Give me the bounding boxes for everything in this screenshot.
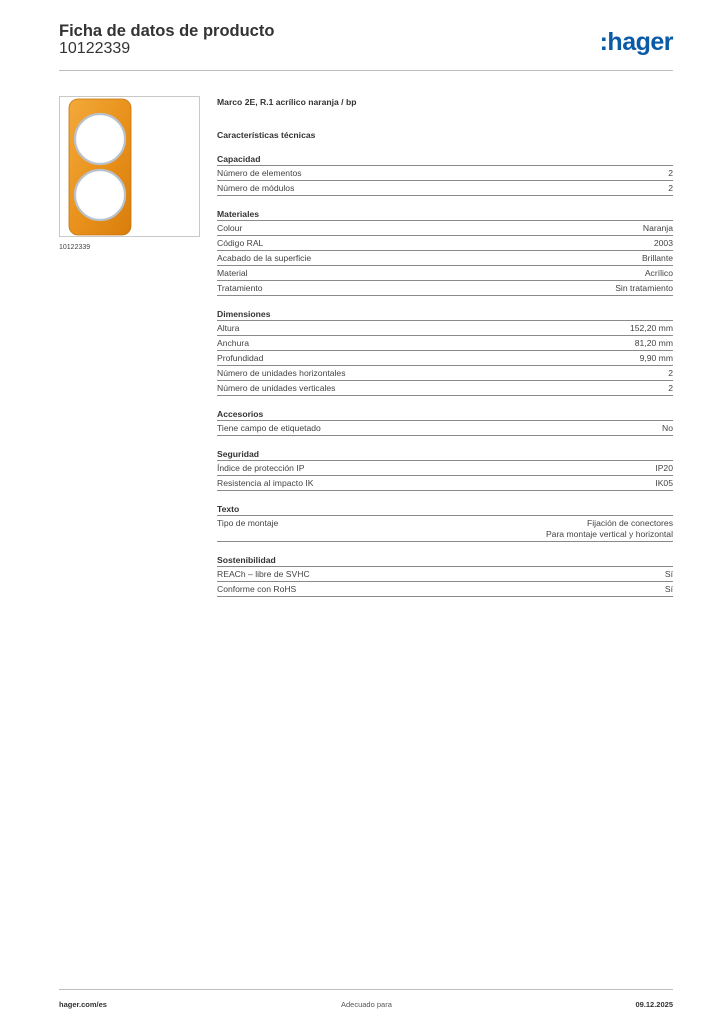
product-image [59, 96, 200, 237]
spec-value-line: 2 [668, 168, 673, 178]
spec-label: Tipo de montaje [217, 518, 279, 528]
footer-suitable-for: Adecuado para [341, 1000, 392, 1009]
image-caption: 10122339 [59, 244, 91, 251]
technical-characteristics-heading: Características técnicas [217, 130, 316, 140]
spec-value [630, 323, 673, 334]
spec-row [217, 235, 673, 250]
spec-value [668, 368, 673, 379]
section-title: Texto [217, 504, 240, 514]
spec-sections [217, 153, 673, 597]
spec-row [217, 460, 673, 475]
spec-label: Número de módulos [217, 183, 295, 193]
spec-value [668, 168, 673, 179]
spec-value [665, 569, 673, 580]
spec-value-line: 81,20 mm [634, 338, 673, 348]
spec-label: Tiene campo de etiquetado [217, 423, 321, 433]
spec-value [665, 584, 673, 595]
spec-label: Profundidad [217, 353, 264, 363]
spec-value-line: 9,90 mm [639, 353, 673, 363]
spec-row [217, 515, 673, 541]
spec-value-line: 2 [668, 183, 673, 193]
spec-label: Altura [217, 323, 240, 333]
spec-section [217, 448, 673, 491]
page-header [59, 20, 673, 71]
spec-value-line: 2 [668, 368, 673, 378]
spec-section [217, 308, 673, 396]
spec-value [546, 518, 673, 540]
spec-rows [217, 165, 673, 196]
spec-value-line: Sí [664, 569, 673, 579]
spec-rows [217, 566, 673, 597]
spec-value-line: No [662, 423, 673, 433]
spec-label: Material [217, 268, 248, 278]
spec-label: REACh – libre de SVHC [217, 569, 310, 579]
spec-label: Acabado de la superficie [217, 253, 312, 263]
footer-website: hager.com/es [59, 1000, 107, 1009]
spec-value-line: 152,20 mm [630, 323, 673, 333]
spec-row [217, 566, 673, 581]
spec-section [217, 208, 673, 296]
section-title: Seguridad [217, 449, 260, 459]
spec-label: Número de unidades horizontales [217, 368, 346, 378]
spec-value [655, 478, 673, 489]
spec-rows [217, 320, 673, 396]
spec-label: Tratamiento [217, 283, 263, 293]
spec-row [217, 335, 673, 350]
spec-value [640, 353, 673, 364]
spec-rows [217, 220, 673, 296]
page-footer [59, 989, 673, 1009]
spec-value [668, 383, 673, 394]
spec-row [217, 180, 673, 195]
document-title: Ficha de datos de producto [59, 22, 275, 40]
spec-value-line: 2 [668, 383, 673, 393]
spec-value-line: IK05 [655, 478, 673, 488]
spec-section [217, 153, 673, 196]
hager-logo: :hager [599, 28, 673, 56]
spec-row [217, 365, 673, 380]
spec-row [217, 420, 673, 435]
spec-value [668, 183, 673, 194]
spec-value [645, 268, 673, 279]
spec-label: Índice de protección IP [217, 463, 305, 473]
spec-value [615, 283, 673, 294]
spec-value [642, 253, 673, 264]
spec-value-line: Fijación de conectores [587, 518, 673, 528]
frame-illustration [60, 97, 199, 236]
frame-opening-bottom [75, 170, 125, 220]
footer-date: 09.12.2025 [635, 1000, 673, 1009]
product-code: 10122339 [59, 40, 131, 57]
spec-row [217, 475, 673, 490]
spec-label: Resistencia al impacto IK [217, 478, 314, 488]
spec-value [643, 223, 673, 234]
spec-section [217, 408, 673, 436]
spec-value-line: Acrílico [644, 268, 673, 278]
spec-row [217, 265, 673, 280]
section-title: Capacidad [217, 154, 261, 164]
spec-value-line: Brillante [641, 253, 673, 263]
spec-value-line: 2003 [653, 238, 673, 248]
spec-label: Código RAL [217, 238, 264, 248]
section-title: Sostenibilidad [217, 555, 276, 565]
spec-row [217, 220, 673, 235]
spec-rows [217, 515, 673, 542]
spec-value-line: Sin tratamiento [615, 283, 673, 293]
spec-label: Colour [217, 223, 243, 233]
spec-label: Anchura [217, 338, 250, 348]
spec-row [217, 350, 673, 365]
spec-value-line: IP20 [655, 463, 673, 473]
frame-opening-top [75, 114, 125, 164]
spec-value [635, 338, 673, 349]
spec-value-line: Sí [664, 584, 673, 594]
spec-section [217, 554, 673, 597]
section-title: Accesorios [217, 409, 264, 419]
spec-row [217, 165, 673, 180]
spec-label: Número de unidades verticales [217, 383, 336, 393]
product-title: Marco 2E, R.1 acrílico naranja / bp [217, 97, 357, 107]
spec-label: Conforme con RoHS [217, 584, 297, 594]
spec-value-line: Naranja [642, 223, 673, 233]
spec-row [217, 320, 673, 335]
spec-row [217, 280, 673, 295]
spec-value [654, 238, 673, 249]
spec-value [662, 423, 673, 434]
section-title: Materiales [217, 209, 260, 219]
spec-row [217, 250, 673, 265]
spec-content [217, 96, 673, 597]
spec-rows [217, 420, 673, 436]
spec-row [217, 581, 673, 596]
spec-section [217, 503, 673, 542]
spec-value-line: Para montaje vertical y horizontal [545, 529, 673, 539]
spec-rows [217, 460, 673, 491]
spec-value [655, 463, 673, 474]
spec-label: Número de elementos [217, 168, 302, 178]
section-title: Dimensiones [217, 309, 271, 319]
spec-row [217, 380, 673, 395]
